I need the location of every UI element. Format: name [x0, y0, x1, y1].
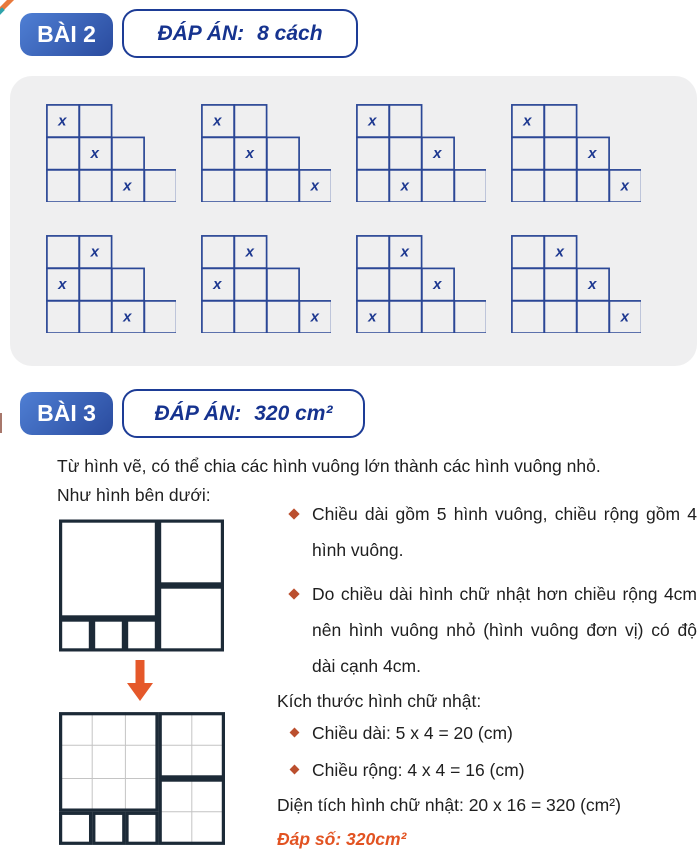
staircase-svg [356, 235, 486, 333]
staircase-cell [454, 301, 486, 333]
staircase-cell [47, 236, 79, 268]
staircase-cell [79, 105, 111, 137]
staircase-cell [267, 268, 299, 300]
bullet-text: Chiều dài: 5 x 4 = 20 (cm) [312, 723, 513, 743]
x-mark: x [400, 243, 409, 261]
staircase-cell [357, 268, 389, 300]
x-mark: x [123, 177, 132, 195]
problem2-answer-value: 8 cách [257, 21, 323, 45]
staircase-cell [512, 268, 544, 300]
staircase-cell [47, 301, 79, 333]
square-outline [160, 587, 223, 650]
diamond-bullet-icon [290, 765, 300, 775]
staircase-cell [267, 170, 299, 202]
staircase-diagram [46, 104, 176, 202]
staircase-svg [46, 235, 176, 333]
square-outline [94, 813, 124, 843]
staircase-diagram [201, 235, 331, 333]
problem2-badge-label: BÀI 2 [37, 21, 96, 47]
staircase-cell [544, 105, 576, 137]
staircase-cell [234, 268, 266, 300]
x-mark: x [555, 243, 564, 261]
area-line: Diện tích hình chữ nhật: 20 x 16 = 320 (cm²) [277, 795, 621, 815]
staircase-cell [357, 137, 389, 169]
staircase-cell [47, 137, 79, 169]
x-mark: x [58, 276, 67, 293]
staircase-cell [512, 301, 544, 333]
staircase-diagram [46, 235, 176, 333]
x-mark: x [433, 276, 442, 293]
square-outline [61, 714, 157, 810]
solution-intro-line2: Như hình bên dưới: [57, 485, 211, 505]
staircase-diagram [356, 104, 486, 202]
staircase-cell [357, 170, 389, 202]
staircase-cell [79, 170, 111, 202]
staircase-cell [512, 236, 544, 268]
diamond-bullet-icon [288, 508, 299, 519]
problem2-answer-box [122, 9, 358, 58]
staircase-svg [201, 104, 331, 202]
staircase-svg [511, 235, 641, 333]
down-arrow-icon [125, 660, 155, 702]
final-answer: Đáp số: 320cm² [277, 829, 407, 849]
x-mark: x [310, 177, 319, 195]
square-outline [61, 813, 91, 843]
x-mark: x [588, 145, 597, 162]
x-mark: x [58, 112, 67, 130]
staircase-cell [422, 170, 454, 202]
staircase-diagram [201, 104, 331, 202]
x-mark: x [620, 308, 629, 326]
problem3-badge [20, 392, 113, 435]
bullet-text: Do chiều dài hình chữ nhật hơn chiều rộng 4cm nên hình vuông nhỏ (hình vuông đơn vị) có độ dài cạnh 4cm. [312, 584, 697, 676]
problem3-answer-value: 320 cm² [254, 401, 333, 425]
x-mark: x [213, 276, 222, 293]
staircase-cell [544, 301, 576, 333]
staircase-svg [511, 104, 641, 202]
bullet-item [277, 720, 697, 746]
x-mark: x [90, 145, 99, 162]
square-outline [61, 620, 91, 650]
x-mark: x [368, 112, 377, 130]
staircase-cell [577, 301, 609, 333]
staircase-cell [79, 301, 111, 333]
x-mark: x [523, 112, 532, 130]
square-outline [127, 813, 157, 843]
staircase-cell [202, 236, 234, 268]
staircase-cell [202, 137, 234, 169]
x-mark: x [368, 308, 377, 326]
staircase-cell [267, 301, 299, 333]
staircase-cell [389, 268, 421, 300]
staircase-cell [422, 301, 454, 333]
problem3-answer-box [122, 389, 365, 438]
staircase-cell [112, 268, 144, 300]
bullet-item [277, 757, 697, 783]
staircase-cell [512, 170, 544, 202]
bullet-item [277, 576, 697, 684]
staircase-cell [234, 105, 266, 137]
staircase-cell [144, 170, 176, 202]
staircase-cell [267, 137, 299, 169]
staircase-cell [144, 301, 176, 333]
staircase-cell [47, 170, 79, 202]
solutions-panel [10, 76, 697, 366]
staircase-diagram [511, 104, 641, 202]
staircase-cell [389, 301, 421, 333]
rectangle-unit-grid-figure [59, 712, 225, 845]
x-mark: x [310, 308, 319, 326]
staircase-svg [46, 104, 176, 202]
problem3-badge-label: BÀI 3 [37, 400, 96, 426]
diamond-bullet-icon [290, 728, 300, 738]
staircase-cell [454, 170, 486, 202]
left-edge-mark [0, 413, 2, 433]
x-mark: x [588, 276, 597, 293]
x-mark: x [90, 243, 99, 261]
staircase-svg [201, 235, 331, 333]
staircase-cell [577, 170, 609, 202]
bullet-item [277, 496, 697, 568]
staircase-cell [544, 170, 576, 202]
x-mark: x [123, 308, 132, 326]
square-outline [61, 521, 157, 617]
staircase-cell [202, 170, 234, 202]
staircase-cell [112, 137, 144, 169]
x-mark: x [620, 177, 629, 195]
solution-text [277, 496, 697, 852]
bullet-text: Chiều rộng: 4 x 4 = 16 (cm) [312, 760, 525, 780]
square-outline [160, 521, 223, 584]
problem2-badge [20, 13, 113, 56]
x-mark: x [213, 112, 222, 130]
square-outline [127, 620, 157, 650]
problem3-answer-label: ĐÁP ÁN: [154, 401, 242, 425]
x-mark: x [245, 243, 254, 261]
square-outline [94, 620, 124, 650]
staircase-diagram [356, 235, 486, 333]
staircase-cell [79, 268, 111, 300]
staircase-cell [544, 268, 576, 300]
staircase-cell [544, 137, 576, 169]
size-heading: Kích thước hình chữ nhật: [277, 691, 482, 711]
bullet-text: Chiều dài gồm 5 hình vuông, chiều rộng gồm 4 hình vuông. [312, 504, 697, 560]
staircase-cell [234, 301, 266, 333]
staircase-cell [202, 301, 234, 333]
solution-intro-line1: Từ hình vẽ, có thể chia các hình vuông lớn thành các hình vuông nhỏ. [57, 456, 601, 476]
staircase-cell [512, 137, 544, 169]
diamond-bullet-icon [288, 588, 299, 599]
staircase-cell [389, 105, 421, 137]
staircase-svg [356, 104, 486, 202]
x-mark: x [433, 145, 442, 162]
rectangle-division-figure [59, 519, 224, 652]
problem2-answer-label: ĐÁP ÁN: [157, 21, 245, 45]
x-mark: x [400, 177, 409, 195]
staircase-cell [234, 170, 266, 202]
x-mark: x [245, 145, 254, 162]
corner-decoration-teal [0, 7, 5, 23]
staircase-diagram [511, 235, 641, 333]
staircase-cell [389, 137, 421, 169]
staircase-cell [357, 236, 389, 268]
